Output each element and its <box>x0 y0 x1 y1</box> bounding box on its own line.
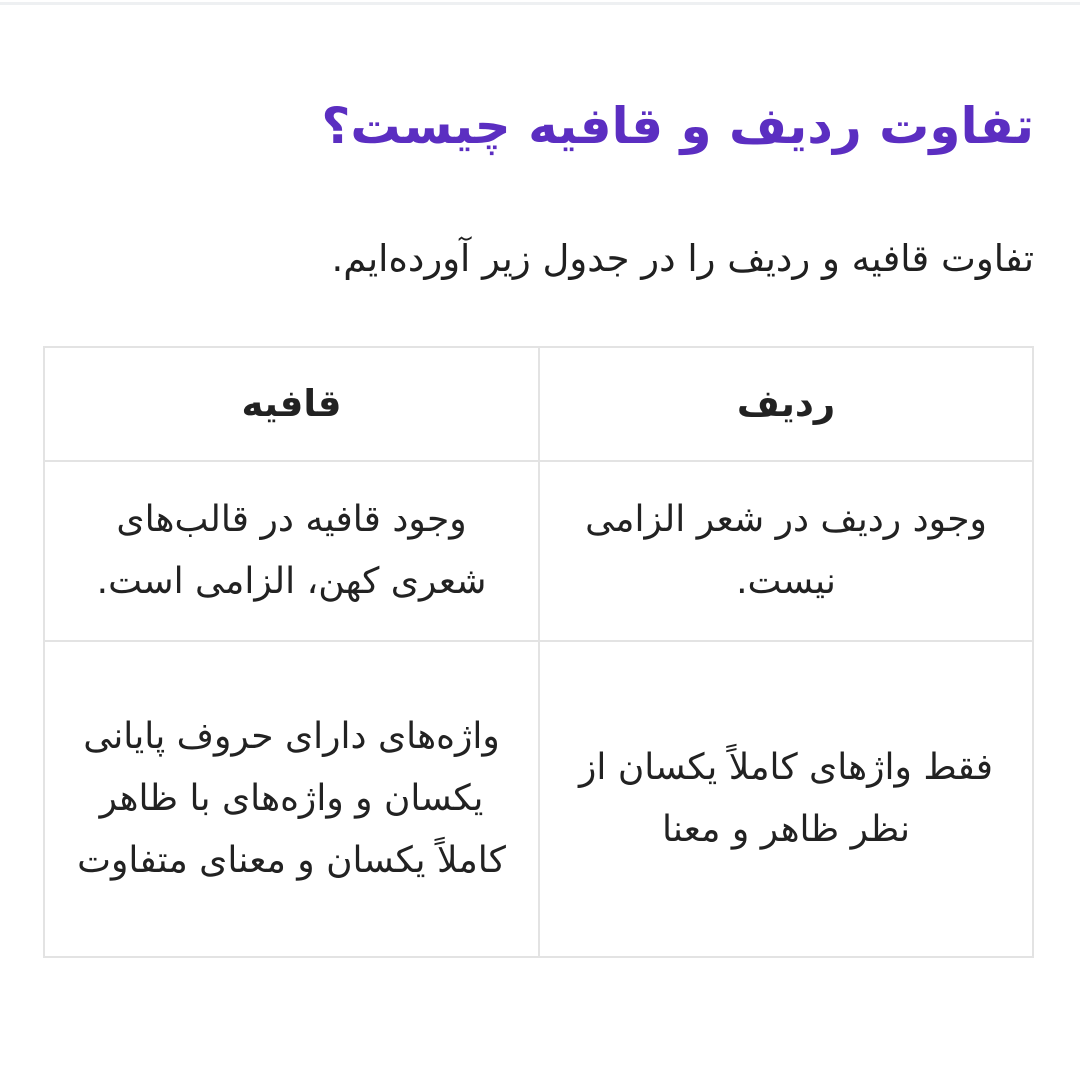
comparison-table <box>43 346 1034 958</box>
table-row <box>44 641 1033 957</box>
cell-radif-necessity: وجود ردیف در شعر الزامی نیست. <box>539 461 1033 641</box>
table-row <box>44 461 1033 641</box>
cell-ghafie-words: واژه‌های دارای حروف پایانی یکسان و واژه‌های با ظاهر کاملاً یکسان و معنای متفاوت <box>44 641 539 957</box>
section-heading: تفاوت ردیف و قافیه چیست؟ <box>321 97 1034 155</box>
cell-ghafie-necessity: وجود قافیه در قالب‌های شعری کهن، الزامی است. <box>44 461 539 641</box>
cell-radif-words: فقط واژهای کاملاً یکسان از نظر ظاهر و معنا <box>539 641 1033 957</box>
intro-paragraph: تفاوت قافیه و ردیف را در جدول زیر آورده‌ایم. <box>331 237 1034 280</box>
table-header-row <box>44 347 1033 461</box>
top-divider <box>0 2 1080 5</box>
header-ghafie: قافیه <box>44 347 539 461</box>
header-radif: ردیف <box>539 347 1033 461</box>
